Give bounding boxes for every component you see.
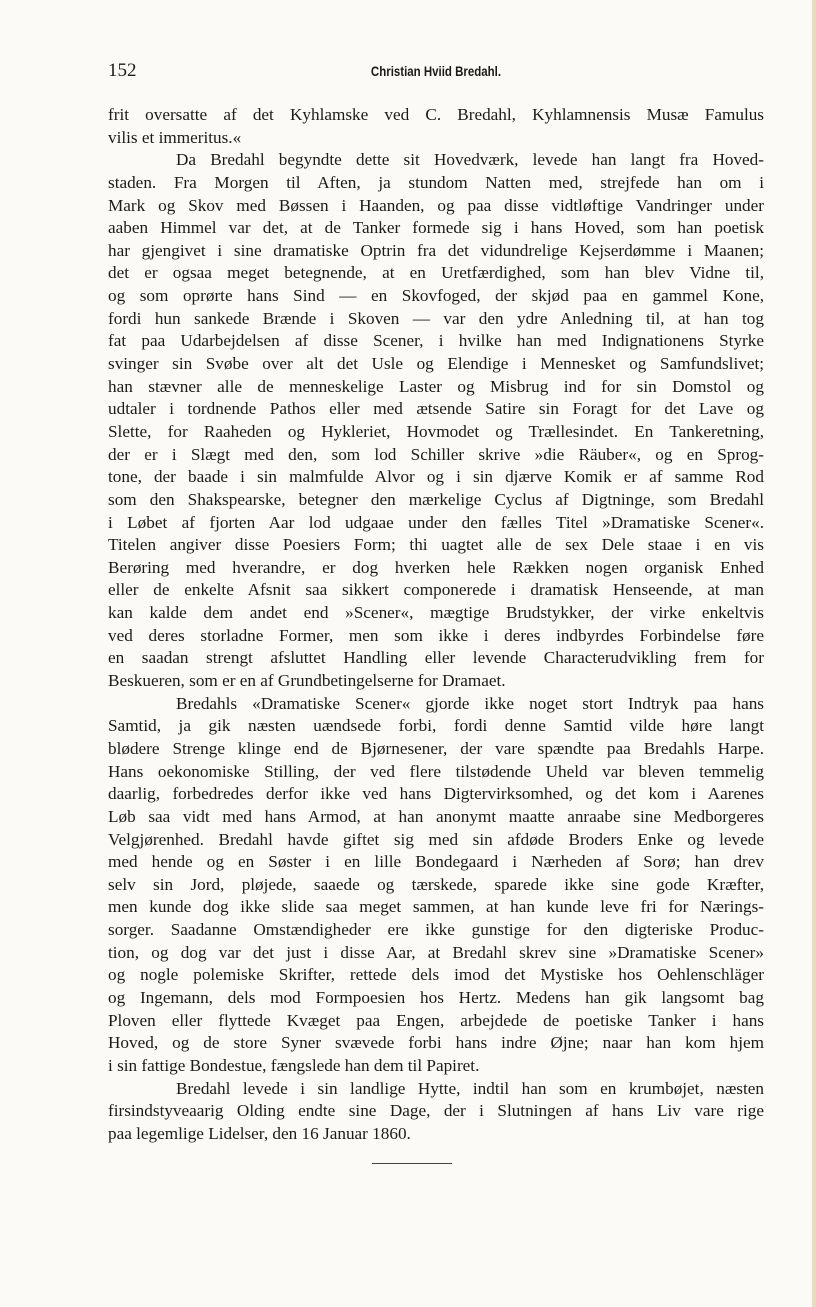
text-line: Samtid, ja gik næsten uændsede forbi, fordi denne Samtid vilde høre langt	[108, 716, 764, 736]
text-line: firsindstyveaarig Olding endte sine Dage, der i Slutningen af hans Liv vare rige	[108, 1101, 764, 1121]
text-line: Titelen angiver disse Poesiers Form; thi uagtet alle de sex Dele staae i en vis	[108, 535, 764, 555]
text-line: tone, der baade i sin malmfulde Alvor og i sin djærve Komik er af samme Rod	[108, 467, 764, 487]
text-line: Berøring med hverandre, er dog hverken hele Rækken nogen organisk Enhed	[108, 557, 764, 577]
text-line: i sin fattige Bondestue, fængslede han dem til Papiret.	[108, 1055, 480, 1075]
end-rule	[372, 1163, 452, 1164]
text-line: paa legemlige Lidelser, den 16 Januar 1860.	[108, 1123, 411, 1143]
paragraph	[108, 104, 764, 149]
text-line: og nogle polemiske Skrifter, rettede dels imod det Mystiske hos Oehlenschläger	[108, 965, 764, 985]
text-line: Bredahls «Dramatiske Scener« gjorde ikke noget stort Indtryk paa hans	[176, 693, 764, 713]
text-line: Hoved, og de store Syner svævede forbi hans indre Øjne; naar han kom hjem	[108, 1033, 764, 1053]
text-line: daarlig, forbedredes derfor ikke ved hans Digtervirksomhed, og det kom i Aarenes	[108, 784, 764, 804]
text-line: det er ogsaa meget betegnende, at en Uretfærdighed, som han blev Vidne til,	[108, 263, 764, 283]
page-number: 152	[108, 60, 137, 81]
paragraph	[108, 149, 764, 692]
text-line: staden. Fra Morgen til Aften, ja stundom Natten med, strejfede han om i	[108, 172, 764, 192]
text-line: blødere Strenge klinge end de Bjørnesener, der vare spændte paa Bredahls Harpe.	[108, 738, 764, 758]
text-line: udtaler i tordnende Pathos eller med ætsende Satire sin Foragt for det Lave og	[108, 399, 764, 419]
text-line: frit oversatte af det Kyhlamske ved C. Bredahl, Kyhlamnensis Musæ Famulus	[108, 105, 764, 124]
page-header	[108, 60, 764, 86]
text-line: aaben Himmel var det, at de Tanker formede sig i hans Hoved, som han poetisk	[108, 218, 764, 238]
page-edge	[812, 0, 816, 1307]
text-line: tion, og dog var det just i disse Aar, at Bredahl skrev sine »Dramatiske Scener»	[108, 942, 764, 962]
paragraph	[108, 693, 764, 1078]
text-line: har gjengivet i sine dramatiske Optrin fra det vidundrelige Kejserdømme i Maanen;	[108, 240, 764, 260]
text-line: og Ingemann, dels mod Formpoesien hos Hertz. Medens han gik langsomt bag	[108, 987, 764, 1007]
text-line: kan kalde dem andet end »Scener«, mægtige Brudstykker, der virke enkeltvis	[108, 603, 764, 623]
text-line: i Løbet af fjorten Aar lod udgaae under den fælles Titel »Dramatiske Scener«.	[108, 512, 764, 532]
text-line: men kunde dog ikke slide saa meget sammen, at han kunde leve fri for Nærings-	[108, 897, 764, 917]
text-line: han stævner alle de menneskelige Laster og Misbrug ind for sin Domstol og	[108, 376, 764, 396]
text-line: Bredahl levede i sin landlige Hytte, indtil han som en krumbøjet, næsten	[176, 1078, 764, 1098]
running-title: Christian Hviid Bredahl.	[370, 63, 502, 79]
text-line: ved deres storladne Former, men som ikke i deres indbyrdes Forbindelse føre	[108, 625, 764, 645]
text-line: Ploven eller flyttede Kvæget paa Engen, arbejdede de poetiske Tanker i hans	[108, 1010, 764, 1030]
text-line: Slette, for Raaheden og Hykleriet, Hovmodet og Trællesindet. En Tankeretning,	[108, 421, 764, 441]
text-line: og som oprørte hans Sind — en Skovfoged, der skjød paa en gammel Kone,	[108, 286, 764, 306]
text-line: eller de enkelte Afsnit saa sikkert componerede i dramatisk Henseende, at man	[108, 580, 764, 600]
text-line: fat paa Udarbejdelsen af disse Scener, i hvilke han med Indignationens Styrke	[108, 331, 764, 351]
text-line: Mark og Skov med Bøssen i Haanden, og paa disse vidtløftige Vandringer under	[108, 195, 764, 215]
text-line: selv sin Jord, pløjede, saaede og tærskede, sparede ikke sine gode Kræfter,	[108, 874, 764, 894]
text-line: fordi hun sankede Brænde i Skoven — var den ydre Anledning til, at han tog	[108, 308, 764, 328]
text-line: sorger. Saadanne Omstændigheder ere ikke gunstige for den digteriske Produc-	[108, 920, 764, 940]
text-line: med hende og en Søster i en lille Bondegaard i Nærheden af Sorø; han drev	[108, 852, 764, 872]
body-text	[108, 104, 764, 1145]
paragraph	[108, 1078, 764, 1146]
text-line: en saadan strengt afsluttet Handling eller levende Characterudvikling frem for	[108, 648, 764, 668]
text-line: Da Bredahl begyndte dette sit Hovedværk, levede han langt fra Hoved-	[176, 150, 764, 170]
text-line: som den Shakspearske, betegner den mærkelige Cyclus af Digtninge, som Bredahl	[108, 489, 764, 509]
text-line: Beskueren, som er en af Grundbetingelserne for Dramaet.	[108, 671, 506, 691]
text-line: der er i Slægt med den, som lod Schiller skrive »die Räuber«, og en Sprog-	[108, 444, 764, 464]
text-line: Løb saa vidt med hans Armod, at han anonymt maatte anraabe sine Medborgeres	[108, 806, 764, 826]
text-line: vilis et immeritus.«	[108, 127, 242, 147]
text-line: svinger sin Svøbe over alt det Usle og Elendige i Mennesket og Samfundslivet;	[108, 354, 764, 374]
text-line: Velgjørenhed. Bredahl havde giftet sig med sin afdøde Broders Enke og levede	[108, 829, 764, 849]
text-line: Hans oekonomiske Stilling, der ved flere tilstødende Uheld var bleven temmelig	[108, 761, 764, 781]
